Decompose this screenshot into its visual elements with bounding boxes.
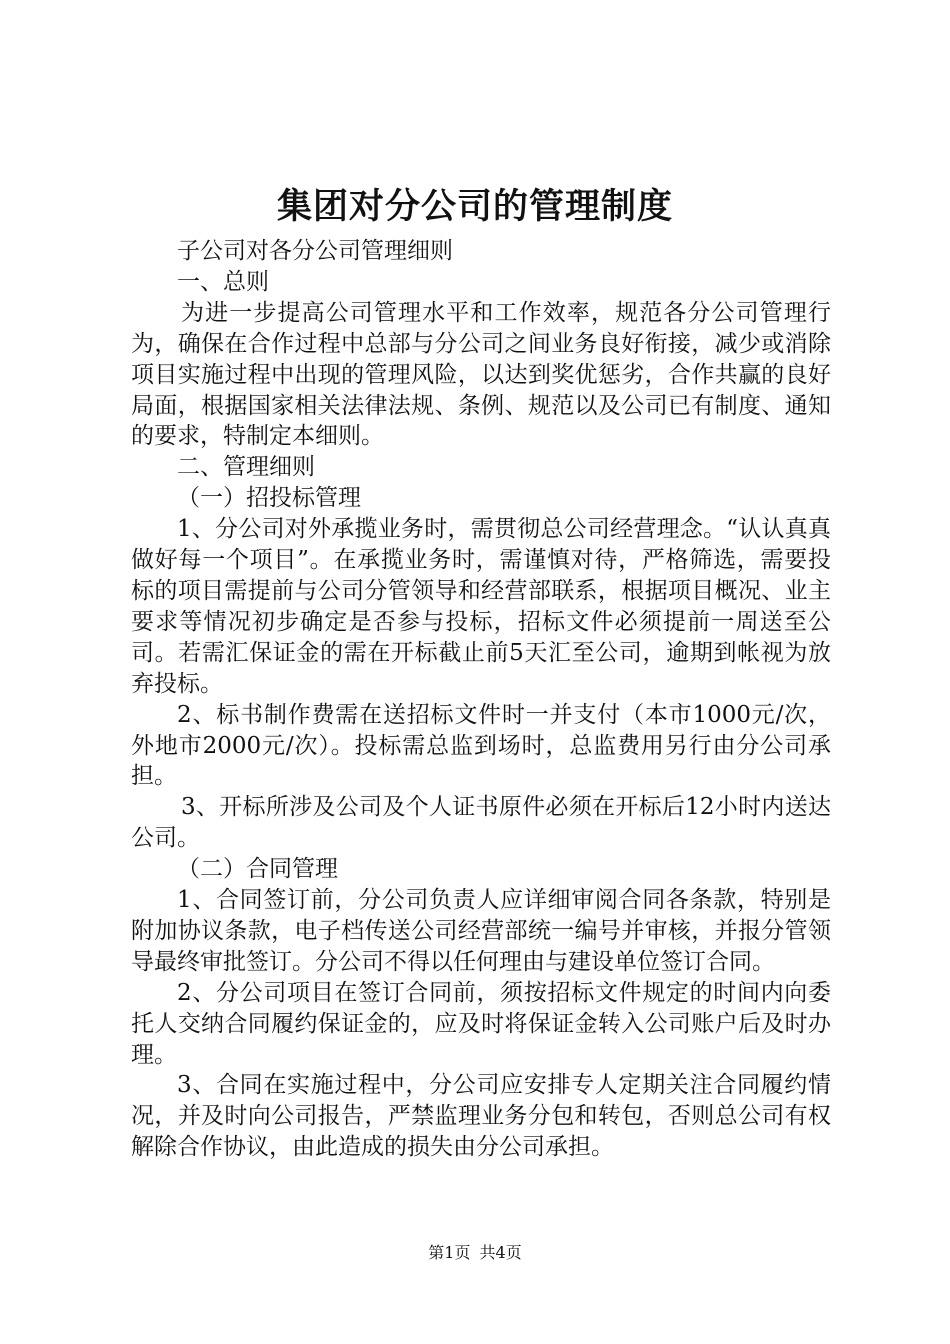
subsection-heading-contract: （二）合同管理 — [177, 856, 338, 883]
paragraph-contract-2: 2、分公司项目在签订合同前，须按招标文件规定的时间内向委托人交纳合同履约保证金的，应及时将保证金转入公司账户后及时办理。 — [131, 979, 831, 1068]
paragraph-bidding-2: 2、标书制作费需在送招标文件时一并支付（本市1000元/次，外地市2000元/次）。投标需总监到场时，总监费用另行由分公司承担。 — [131, 701, 831, 790]
subtitle-paragraph: 子公司对各分公司管理细则 — [177, 238, 453, 264]
document-body — [131, 236, 831, 1163]
section-heading-general: 一、总则 — [177, 268, 269, 295]
subsection-heading-bidding: （一）招投标管理 — [177, 485, 361, 512]
section-heading-rules: 二、管理细则 — [177, 454, 315, 481]
page-number: 第1页 — [428, 1243, 471, 1262]
document-title: 集团对分公司的管理制度 — [276, 187, 673, 227]
paragraph-contract-1: 1、合同签订前，分公司负责人应详细审阅合同各条款，特别是附加协议条款，电子档传送公司经营部统一编号并审核，并报分管领导最终审批签订。分公司不得以任何理由与建设单位签订合同。 — [131, 887, 831, 975]
paragraph-contract-3: 3、合同在实施过程中，分公司应安排专人定期关注合同履约情况，并及时向公司报告，严禁监理业务分包和转包，否则总公司有权解除合作协议，由此造成的损失由分公司承担。 — [131, 1072, 831, 1161]
page-footer — [0, 1242, 950, 1264]
page-total: 共4页 — [479, 1243, 522, 1262]
paragraph-bidding-3: 3、开标所涉及公司及个人证书原件必须在开标后12小时内送达公司。 — [131, 794, 831, 852]
paragraph-purpose: 为进一步提高公司管理水平和工作效率，规范各分公司管理行为，确保在合作过程中总部与分公司之间业务良好衔接，减少或消除项目实施过程中出现的管理风险，以达到奖优惩劣，合作共赢的良好局面，根据国家相关法律法规、条例、规范以及公司已有制度、通知的要求，特制定本细则。 — [131, 299, 831, 450]
paragraph-bidding-1: 1、分公司对外承揽业务时，需贯彻总公司经营理念。“认认真真做好每一个项目”。在承揽业务时，需谨慎对待，严格筛选，需要投标的项目需提前与公司分管领导和经营部联系，根据项目概况、业主要求等情况初步确定是否参与投标，招标文件必须提前一周送至公司。若需汇保证金的需在开标截止前5天汇至公司，逾期到帐视为放弃投标。 — [131, 516, 831, 697]
